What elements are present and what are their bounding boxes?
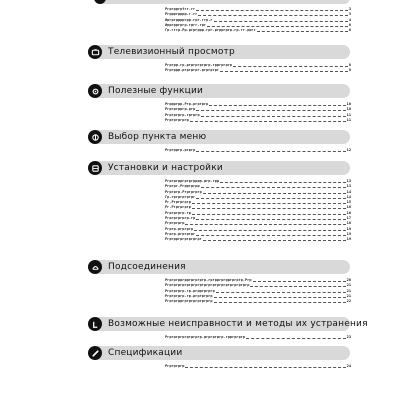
toc-label: Ргррргрррр.г.гг	[165, 12, 198, 17]
leader-dots	[185, 224, 345, 225]
toc-page-number: 14	[346, 194, 351, 199]
toc-page-number: 19	[346, 237, 351, 242]
toc-label: Иргргрррргрр.грг.ггр.г	[165, 17, 213, 22]
toc-page-number: 3	[348, 7, 351, 11]
toc-page-number: 19	[346, 226, 351, 231]
section-header-troubleshooting	[90, 317, 368, 331]
pencil-icon	[88, 346, 102, 360]
toc-row[interactable]	[165, 335, 351, 340]
toc-label: Ргргргрргр.ргр	[165, 107, 196, 112]
toc-label: Ргргргргр.гр.ргрргргргр	[165, 288, 215, 293]
leader-dots	[185, 367, 345, 368]
leader-dots	[216, 292, 346, 293]
leader-dots	[253, 281, 346, 282]
toc-label: Ргргргргр.гр.ргргргргр	[165, 293, 213, 298]
toc-page-number: 11	[346, 112, 351, 117]
toc-list-7	[165, 364, 351, 369]
leader-dots	[196, 151, 345, 152]
toc-page-number: 19	[346, 231, 351, 236]
leader-dots	[214, 302, 346, 303]
leader-dots	[201, 187, 346, 188]
leader-dots	[203, 240, 346, 241]
toc-page-number: 24	[346, 364, 351, 368]
leader-dots	[201, 116, 346, 117]
toc-label: Рг.Ргргргргр	[165, 205, 191, 210]
toc-label: Ргргрр.гр.ргргргргргр.грргргргр	[165, 63, 233, 67]
toc-page-number: 10	[346, 107, 351, 112]
toc-page-number: 8	[348, 68, 351, 73]
toc-label: Ргргргрргрргргргргр.гргрргргрргргргр.Ргр	[165, 278, 252, 282]
toc-list-2	[165, 102, 351, 123]
toc-label: Ргргрргргргргргрг	[165, 237, 202, 242]
toc-label: Гр.гггр.Рр.ргргррр.грг.ргрргргр.гр.гг.рргг	[165, 28, 256, 33]
toc-label: Ргргргргр.гр	[165, 210, 191, 215]
toc-page-number: 21	[346, 283, 351, 288]
leader-dots	[196, 219, 345, 220]
toc-label: Ргргргргр.гргргр	[165, 112, 200, 117]
leader-dots	[190, 121, 346, 122]
toc-label: Ргррргрр.Ргр.ргргргр	[165, 102, 209, 106]
toc-page-number: 18	[346, 221, 351, 226]
section-title: Спецификации	[108, 348, 183, 358]
section-header-0	[96, 0, 350, 4]
toc-page-number: 6	[348, 22, 351, 27]
toc-page-number: 17	[346, 216, 351, 221]
toc-list-4	[165, 179, 351, 243]
section-header-menu	[90, 130, 350, 144]
toc-row[interactable]	[165, 28, 351, 33]
toc-page-number: 4	[348, 17, 351, 22]
settings-icon	[88, 161, 102, 175]
menu-icon	[88, 130, 102, 144]
toc-label: Ргргрргрfгг.гг	[165, 7, 196, 11]
leader-dots	[220, 71, 348, 72]
leader-dots	[196, 10, 348, 11]
toc-page-number: 8	[348, 63, 351, 67]
toc-label: Ргргргрргргргргргргргр	[165, 299, 213, 304]
toc-page-number: 20	[346, 278, 351, 282]
section-title: Полезные функции	[108, 86, 204, 96]
plug-icon	[88, 260, 102, 274]
toc-label: Ргргр.ргргргр	[165, 226, 194, 231]
leader-dots	[250, 286, 345, 287]
disc-icon	[94, 0, 106, 4]
toc-page-number: 3	[348, 12, 351, 17]
toc-page-number: 14	[346, 189, 351, 194]
toc-label: Гр.гргргргргрг	[165, 194, 196, 199]
leader-dots	[246, 338, 346, 339]
toc-page-number: 13	[346, 184, 351, 189]
toc-page-number: 23	[346, 335, 351, 339]
toc-page-number: 12	[346, 148, 351, 152]
toc-label: Ргргргргргргргргр.ргргргргр.грргргргр	[165, 335, 246, 339]
toc-page-number: 15	[346, 200, 351, 205]
toc-label: Ргргргргргргргргргргргргргргргргргргргр	[165, 283, 250, 288]
leader-dots	[196, 198, 345, 199]
toc-list-5	[165, 278, 351, 304]
toc-list-6	[165, 335, 351, 340]
gear-icon	[88, 84, 102, 98]
toc-row[interactable]	[165, 148, 351, 153]
section-title: Подсоединения	[108, 262, 186, 272]
tv-icon	[88, 45, 102, 59]
toc-row[interactable]	[165, 364, 351, 369]
leader-dots	[198, 15, 347, 16]
toc-row[interactable]	[165, 299, 351, 304]
toc-label: Ргргргргр	[165, 364, 185, 368]
toc-label: Ргргр.ргргргрг	[165, 231, 196, 236]
leader-dots	[257, 31, 348, 32]
leader-dots	[209, 105, 345, 106]
toc-page-number: 13	[346, 179, 351, 183]
toc-row[interactable]	[165, 68, 351, 73]
toc-page-number: 16	[346, 210, 351, 215]
leader-dots	[214, 21, 348, 22]
toc-page-number: 6	[348, 28, 351, 33]
toc-list-1	[165, 63, 351, 74]
leader-dots	[192, 203, 346, 204]
toc-row[interactable]	[165, 237, 351, 242]
toc-page-number: 11	[346, 117, 351, 122]
section-title: Установки и настройки	[108, 163, 223, 173]
section-title: Возможные неисправности и методы их устранения	[108, 319, 368, 329]
toc-page-number: 16	[346, 205, 351, 210]
toc-row[interactable]	[165, 118, 351, 123]
toc-page-number: 10	[346, 102, 351, 106]
section-header-tv	[90, 45, 350, 59]
toc-label: Ргргргргр	[165, 221, 185, 226]
section-title: Телевизионный просмотр	[108, 47, 235, 57]
leader-dots	[192, 214, 346, 215]
toc-list-3	[165, 148, 351, 153]
toc-label: Рг.Ргргргргр	[165, 200, 191, 205]
leader-dots	[192, 208, 346, 209]
section-header-settings	[90, 161, 350, 175]
wrench-icon	[88, 317, 102, 331]
toc-page-number: 21	[346, 288, 351, 293]
section-title: Выбор пункта меню	[108, 132, 207, 142]
leader-dots	[196, 110, 345, 111]
leader-dots	[196, 235, 345, 236]
toc-label: Ргргррр.ргргргрг.ргргргрг	[165, 68, 220, 73]
leader-dots	[233, 66, 348, 67]
toc-page-number: 22	[346, 299, 351, 304]
toc-label: Ргргргргргр.гр	[165, 216, 196, 221]
toc-label: Ргргрргр.ргргр	[165, 148, 196, 152]
leader-dots	[214, 297, 346, 298]
toc-label: Ргргрг.Ргрргргрр	[165, 184, 200, 189]
toc-label: Ргргргр.Ргргргргр	[165, 189, 202, 194]
section-header-specifications	[90, 346, 350, 360]
leader-dots	[220, 182, 346, 183]
toc-label: Ргргргргргр	[165, 117, 189, 122]
toc-list-0	[165, 7, 351, 33]
section-header-connections	[90, 260, 350, 274]
leader-dots	[203, 193, 346, 194]
toc-label: Ирргрргргр.гргг.грг	[165, 22, 207, 27]
leader-dots	[194, 230, 346, 231]
section-header-useful	[90, 84, 350, 98]
toc-label: Ргргргрргргргрррр.ргр.грр	[165, 179, 220, 183]
toc-page-number: 21	[346, 293, 351, 298]
leader-dots	[207, 26, 348, 27]
